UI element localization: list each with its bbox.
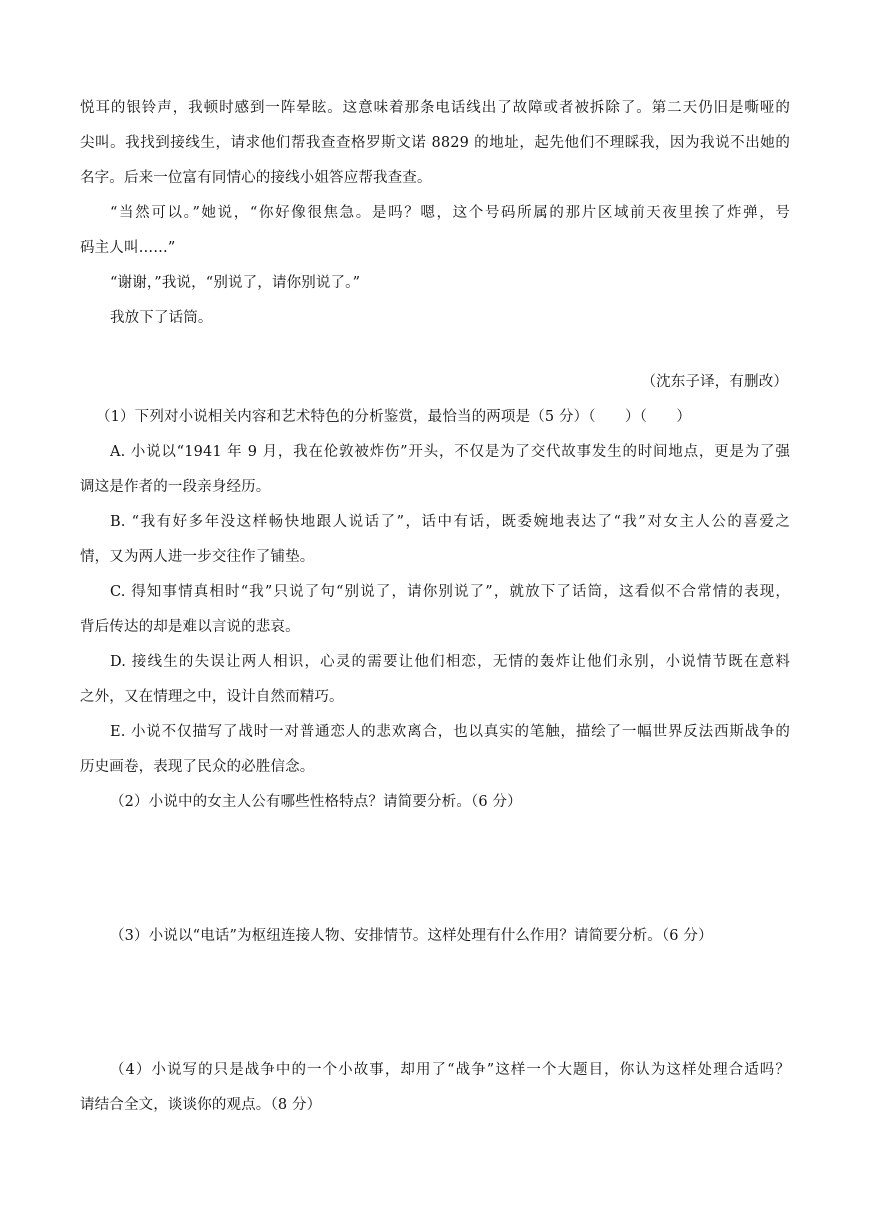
- option-d-cont: 之外，又在情理之中，设计自然而精巧。: [80, 689, 344, 705]
- option-c-cont: 背后传达的却是难以言说的悲哀。: [80, 619, 300, 635]
- option-b: B. “我有好多年没这样畅快地跟人说话了”，话中有话，既委婉地表达了“我”对女主人公的喜爱之: [110, 514, 790, 530]
- passage-line: 码主人叫……”: [80, 240, 176, 256]
- option-a: A. 小说以“1941 年 9 月，我在伦敦被炸伤”开头，不仅是为了交代故事发生的时间地点，更是为了强: [110, 444, 790, 460]
- question-4-cont: 请结合全文，谈谈你的观点。（8 分）: [80, 1097, 322, 1113]
- option-e: E. 小说不仅描写了战时一对普通恋人的悲欢离合，也以真实的笔触，描绘了一幅世界反法西斯战争的: [110, 724, 790, 740]
- option-d: D. 接线生的失误让两人相识，心灵的需要让他们相恋，无情的轰炸让他们永别，小说情节既在意料: [110, 654, 790, 670]
- passage-line: 悦耳的银铃声，我顿时感到一阵晕眩。这意味着那条电话线出了故障或者被拆除了。第二天仍旧是嘶哑的: [80, 100, 790, 116]
- question-1-stem: （1）下列对小说相关内容和艺术特色的分析鉴赏，最恰当的两项是（5 分）（ ）（ ）: [96, 409, 692, 425]
- source-attribution: （沈东子译，有删改）: [641, 374, 788, 390]
- question-3: （3）小说以“电话”为枢纽连接人物、安排情节。这样处理有什么作用？请简要分析。（6 分）: [110, 928, 713, 944]
- passage-line: 名字。后来一位富有同情心的接线小姐答应帮我查查。: [80, 170, 432, 186]
- passage-line: 我放下了话筒。: [110, 310, 213, 326]
- option-a-cont: 调这是作者的一段亲身经历。: [80, 479, 271, 495]
- option-e-cont: 历史画卷，表现了民众的必胜信念。: [80, 759, 315, 775]
- passage-line: 尖叫。我找到接线生，请求他们帮我查查格罗斯文诺 8829 的地址，起先他们不理睬我，因为我说不出她的: [80, 135, 790, 151]
- question-2: （2）小说中的女主人公有哪些性格特点？请简要分析。（6 分）: [110, 794, 522, 810]
- question-4: （4）小说写的只是战争中的一个小故事，却用了“战争”这样一个大题目，你认为这样处理合适吗？: [110, 1062, 790, 1078]
- option-b-cont: 情，又为两人进一步交往作了铺垫。: [80, 549, 315, 565]
- passage-line: “谢谢，”我说，“别说了，请你别说了。”: [110, 275, 361, 291]
- passage-line: “当然可以。”她说，“你好像很焦急。是吗？嗯，这个号码所属的那片区域前天夜里挨了炸弹，号: [110, 205, 790, 221]
- option-c: C. 得知事情真相时“我”只说了句“别说了，请你别说了”，就放下了话筒，这看似不合常情的表现，: [110, 584, 790, 600]
